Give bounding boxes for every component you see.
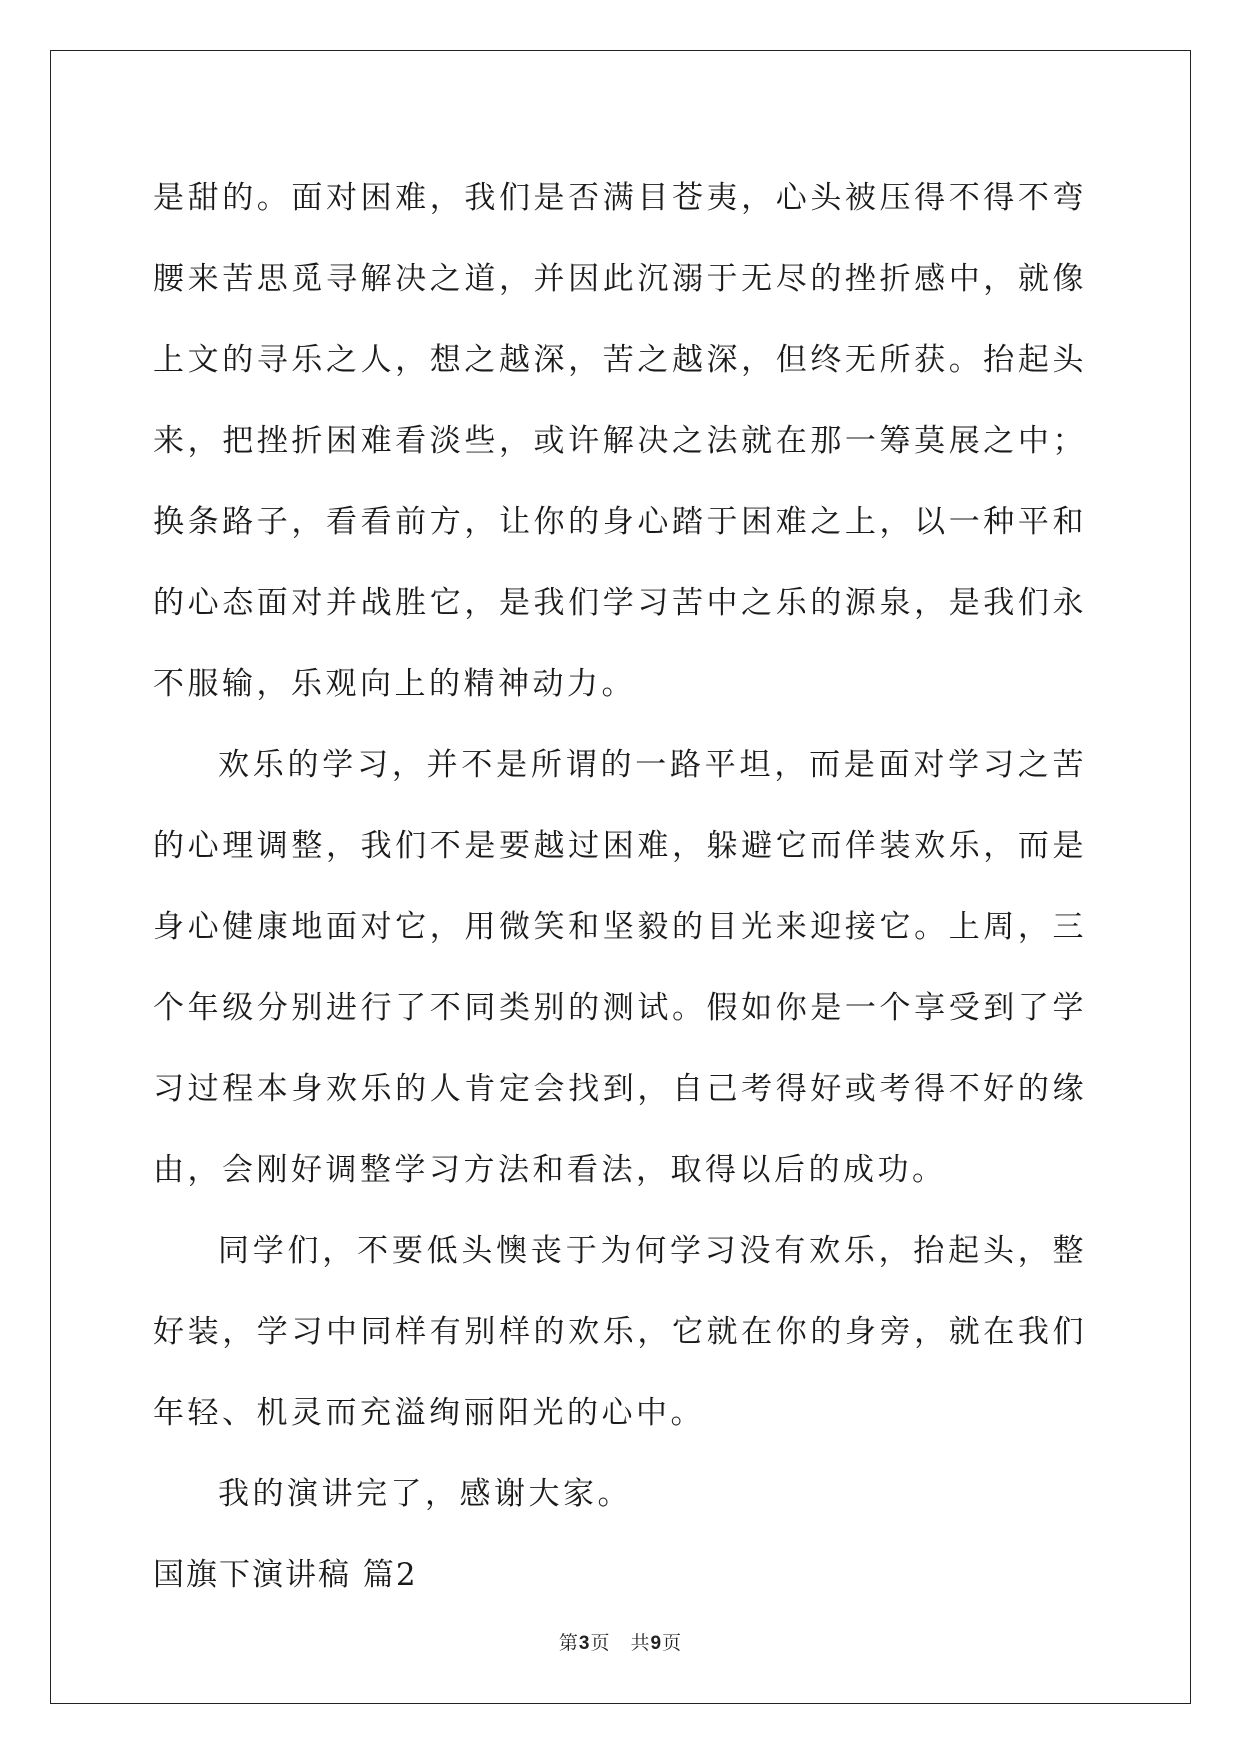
- document-body: [153, 158, 1087, 1616]
- page-suffix: 页: [662, 1632, 683, 1654]
- paragraph-continued: 是甜的。面对困难，我们是否满目苍夷，心头被压得不得不弯腰来苦思觅寻解决之道，并因此沉溺于无尽的挫折感中，就像上文的寻乐之人，想之越深，苦之越深，但终无所获。抬起头来，把挫折困难看淡些，或许解决之法就在那一筹莫展之中；换条路子，看看前方，让你的身心踏于困难之上，以一种平和的心态面对并战胜它，是我们学习苦中之乐的源泉，是我们永不服输，乐观向上的精神动力。: [153, 180, 1087, 702]
- paragraph: 我的演讲完了，感谢大家。: [218, 1476, 632, 1512]
- page-footer: [0, 1628, 1241, 1655]
- paragraph: 同学们，不要低头懊丧于为何学习没有欢乐，抬起头，整好装，学习中同样有别样的欢乐，它就在你的身旁，就在我们年轻、机灵而充溢绚丽阳光的心中。: [153, 1233, 1087, 1431]
- page-mid: 页 共: [590, 1632, 651, 1654]
- page-prefix: 第: [558, 1632, 579, 1654]
- paragraph: 欢乐的学习，并不是所谓的一路平坦，而是面对学习之苦的心理调整，我们不是要越过困难，躲避它而佯装欢乐，而是身心健康地面对它，用微笑和坚毅的目光来迎接它。上周，三个年级分别进行了不同类别的测试。假如你是一个享受到了学习过程本身欢乐的人肯定会找到，自己考得好或考得不好的缘由，会刚好调整学习方法和看法，取得以后的成功。: [153, 747, 1087, 1188]
- page-total: 9: [650, 1633, 663, 1654]
- page-current: 3: [578, 1633, 591, 1654]
- section-heading: 国旗下演讲稿 篇2: [153, 1557, 418, 1593]
